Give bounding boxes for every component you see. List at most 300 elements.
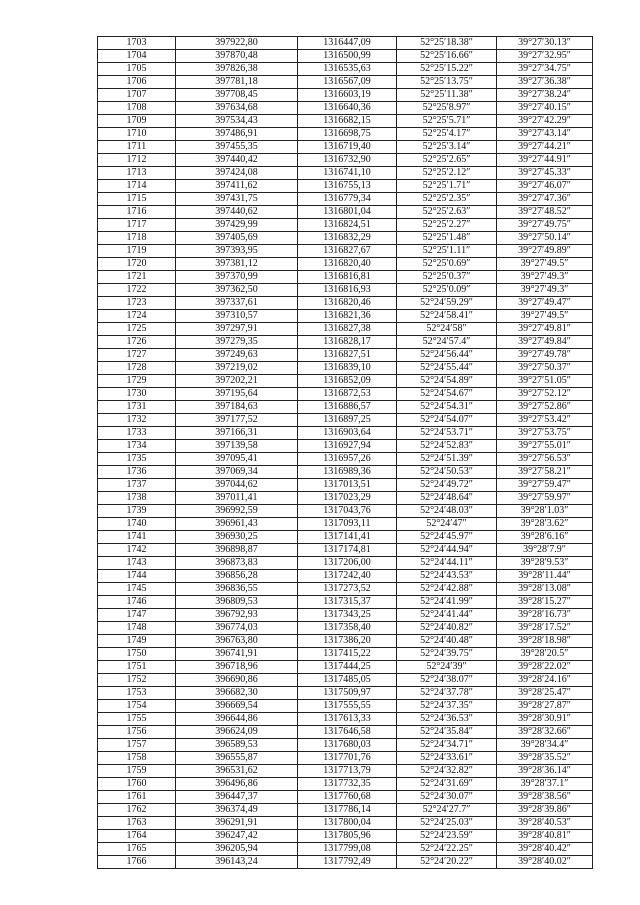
x-coordinate-cell: 397708,45: [176, 89, 298, 102]
y-coordinate-cell: 1317206,00: [298, 557, 397, 570]
longitude-cell: 39°28′35.52″: [497, 752, 593, 765]
point-number-cell: 1755: [98, 713, 176, 726]
x-coordinate-cell: 396809,53: [176, 596, 298, 609]
table-row: [98, 154, 593, 167]
point-number-cell: 1749: [98, 635, 176, 648]
y-coordinate-cell: 1316500,99: [298, 50, 397, 63]
y-coordinate-cell: 1316824,51: [298, 219, 397, 232]
table-row: [98, 674, 593, 687]
y-coordinate-cell: 1317343,25: [298, 609, 397, 622]
x-coordinate-cell: 397310,57: [176, 310, 298, 323]
table-row: [98, 700, 593, 713]
x-coordinate-cell: 396669,54: [176, 700, 298, 713]
latitude-cell: 52°24′25.03″: [397, 817, 497, 830]
latitude-cell: 52°25′0.09″: [397, 284, 497, 297]
x-coordinate-cell: 396531,62: [176, 765, 298, 778]
table-row: [98, 804, 593, 817]
y-coordinate-cell: 1317792,49: [298, 856, 397, 869]
latitude-cell: 52°24′27.7″: [397, 804, 497, 817]
latitude-cell: 52°24′53.71″: [397, 427, 497, 440]
latitude-cell: 52°25′2.27″: [397, 219, 497, 232]
x-coordinate-cell: 396741,91: [176, 648, 298, 661]
y-coordinate-cell: 1316535,63: [298, 63, 397, 76]
y-coordinate-cell: 1316820,46: [298, 297, 397, 310]
latitude-cell: 52°25′11.38″: [397, 89, 497, 102]
latitude-cell: 52°24′49.72″: [397, 479, 497, 492]
latitude-cell: 52°24′44.11″: [397, 557, 497, 570]
latitude-cell: 52°24′39″: [397, 661, 497, 674]
x-coordinate-cell: 397922,80: [176, 37, 298, 50]
latitude-cell: 52°25′5.71″: [397, 115, 497, 128]
table-row: [98, 50, 593, 63]
latitude-cell: 52°24′42.88″: [397, 583, 497, 596]
x-coordinate-cell: 396774,03: [176, 622, 298, 635]
point-number-cell: 1703: [98, 37, 176, 50]
longitude-cell: 39°27′53.42″: [497, 414, 593, 427]
y-coordinate-cell: 1316839,10: [298, 362, 397, 375]
longitude-cell: 39°27′44.21″: [497, 141, 593, 154]
y-coordinate-cell: 1316732,90: [298, 154, 397, 167]
longitude-cell: 39°28′18.98″: [497, 635, 593, 648]
table-row: [98, 297, 593, 310]
longitude-cell: 39°28′22.02″: [497, 661, 593, 674]
table-row: [98, 245, 593, 258]
latitude-cell: 52°24′52.83″: [397, 440, 497, 453]
table-row: [98, 323, 593, 336]
point-number-cell: 1761: [98, 791, 176, 804]
y-coordinate-cell: 1316779,34: [298, 193, 397, 206]
table-row: [98, 765, 593, 778]
y-coordinate-cell: 1316719,40: [298, 141, 397, 154]
x-coordinate-cell: 397534,43: [176, 115, 298, 128]
point-number-cell: 1721: [98, 271, 176, 284]
latitude-cell: 52°24′51.39″: [397, 453, 497, 466]
latitude-cell: 52°24′22.25″: [397, 843, 497, 856]
table-row: [98, 713, 593, 726]
y-coordinate-cell: 1317023,29: [298, 492, 397, 505]
latitude-cell: 52°24′30.07″: [397, 791, 497, 804]
x-coordinate-cell: 397781,18: [176, 76, 298, 89]
table-row: [98, 141, 593, 154]
point-number-cell: 1751: [98, 661, 176, 674]
latitude-cell: 52°24′31.69″: [397, 778, 497, 791]
y-coordinate-cell: 1317613,33: [298, 713, 397, 726]
point-number-cell: 1713: [98, 167, 176, 180]
longitude-cell: 39°27′45.33″: [497, 167, 593, 180]
point-number-cell: 1708: [98, 102, 176, 115]
longitude-cell: 39°28′40.42″: [497, 843, 593, 856]
y-coordinate-cell: 1316801,04: [298, 206, 397, 219]
table-row: [98, 310, 593, 323]
x-coordinate-cell: 397166,31: [176, 427, 298, 440]
x-coordinate-cell: 397411,62: [176, 180, 298, 193]
point-number-cell: 1715: [98, 193, 176, 206]
latitude-cell: 52°25′2.35″: [397, 193, 497, 206]
latitude-cell: 52°25′18.38″: [397, 37, 497, 50]
y-coordinate-cell: 1317732,35: [298, 778, 397, 791]
longitude-cell: 39°27′40.15″: [497, 102, 593, 115]
y-coordinate-cell: 1317141,41: [298, 531, 397, 544]
latitude-cell: 52°25′2.65″: [397, 154, 497, 167]
point-number-cell: 1740: [98, 518, 176, 531]
latitude-cell: 52°24′54.31″: [397, 401, 497, 414]
point-number-cell: 1718: [98, 232, 176, 245]
point-number-cell: 1728: [98, 362, 176, 375]
point-number-cell: 1707: [98, 89, 176, 102]
point-number-cell: 1748: [98, 622, 176, 635]
point-number-cell: 1756: [98, 726, 176, 739]
x-coordinate-cell: 397069,34: [176, 466, 298, 479]
table-row: [98, 180, 593, 193]
latitude-cell: 52°24′58.41″: [397, 310, 497, 323]
x-coordinate-cell: 396718,96: [176, 661, 298, 674]
y-coordinate-cell: 1316827,51: [298, 349, 397, 362]
x-coordinate-cell: 396792,93: [176, 609, 298, 622]
point-number-cell: 1765: [98, 843, 176, 856]
longitude-cell: 39°28′1.03″: [497, 505, 593, 518]
table-row: [98, 219, 593, 232]
table-row: [98, 596, 593, 609]
point-number-cell: 1744: [98, 570, 176, 583]
point-number-cell: 1716: [98, 206, 176, 219]
latitude-cell: 52°24′47″: [397, 518, 497, 531]
y-coordinate-cell: 1316872,53: [298, 388, 397, 401]
x-coordinate-cell: 396496,86: [176, 778, 298, 791]
y-coordinate-cell: 1317680,03: [298, 739, 397, 752]
point-number-cell: 1734: [98, 440, 176, 453]
point-number-cell: 1763: [98, 817, 176, 830]
x-coordinate-cell: 397249,63: [176, 349, 298, 362]
table-row: [98, 518, 593, 531]
y-coordinate-cell: 1316897,25: [298, 414, 397, 427]
table-row: [98, 609, 593, 622]
x-coordinate-cell: 397044,62: [176, 479, 298, 492]
point-number-cell: 1719: [98, 245, 176, 258]
table-row: [98, 830, 593, 843]
x-coordinate-cell: 396374,49: [176, 804, 298, 817]
table-row: [98, 63, 593, 76]
x-coordinate-cell: 397826,38: [176, 63, 298, 76]
latitude-cell: 52°24′33.61″: [397, 752, 497, 765]
table-row: [98, 167, 593, 180]
longitude-cell: 39°27′49.47″: [497, 297, 593, 310]
table-row: [98, 349, 593, 362]
x-coordinate-cell: 396856,28: [176, 570, 298, 583]
coordinates-table-body: [98, 37, 593, 869]
latitude-cell: 52°24′57.4″: [397, 336, 497, 349]
y-coordinate-cell: 1316741,10: [298, 167, 397, 180]
y-coordinate-cell: 1316816,93: [298, 284, 397, 297]
x-coordinate-cell: 397634,68: [176, 102, 298, 115]
y-coordinate-cell: 1317386,20: [298, 635, 397, 648]
point-number-cell: 1705: [98, 63, 176, 76]
table-row: [98, 89, 593, 102]
longitude-cell: 39°27′34.75″: [497, 63, 593, 76]
y-coordinate-cell: 1317358,40: [298, 622, 397, 635]
x-coordinate-cell: 396247,42: [176, 830, 298, 843]
x-coordinate-cell: 397279,35: [176, 336, 298, 349]
table-row: [98, 362, 593, 375]
x-coordinate-cell: 396624,09: [176, 726, 298, 739]
table-row: [98, 622, 593, 635]
point-number-cell: 1764: [98, 830, 176, 843]
longitude-cell: 39°27′36.38″: [497, 76, 593, 89]
y-coordinate-cell: 1317800,04: [298, 817, 397, 830]
latitude-cell: 52°24′38.07″: [397, 674, 497, 687]
table-row: [98, 206, 593, 219]
x-coordinate-cell: 396205,94: [176, 843, 298, 856]
table-row: [98, 427, 593, 440]
longitude-cell: 39°27′43.14″: [497, 128, 593, 141]
point-number-cell: 1736: [98, 466, 176, 479]
y-coordinate-cell: 1317646,58: [298, 726, 397, 739]
longitude-cell: 39°27′50.37″: [497, 362, 593, 375]
y-coordinate-cell: 1316852,09: [298, 375, 397, 388]
point-number-cell: 1753: [98, 687, 176, 700]
longitude-cell: 39°27′49.81″: [497, 323, 593, 336]
y-coordinate-cell: 1317273,52: [298, 583, 397, 596]
latitude-cell: 52°24′56.44″: [397, 349, 497, 362]
longitude-cell: 39°27′52.12″: [497, 388, 593, 401]
table-row: [98, 284, 593, 297]
longitude-cell: 39°28′37.1″: [497, 778, 593, 791]
longitude-cell: 39°28′20.5″: [497, 648, 593, 661]
y-coordinate-cell: 1317760,68: [298, 791, 397, 804]
table-row: [98, 440, 593, 453]
x-coordinate-cell: 396447,37: [176, 791, 298, 804]
longitude-cell: 39°27′49.5″: [497, 258, 593, 271]
table-row: [98, 544, 593, 557]
latitude-cell: 52°24′32.82″: [397, 765, 497, 778]
table-row: [98, 258, 593, 271]
longitude-cell: 39°27′49.84″: [497, 336, 593, 349]
y-coordinate-cell: 1316698,75: [298, 128, 397, 141]
point-number-cell: 1726: [98, 336, 176, 349]
point-number-cell: 1727: [98, 349, 176, 362]
longitude-cell: 39°28′17.52″: [497, 622, 593, 635]
table-row: [98, 505, 593, 518]
y-coordinate-cell: 1316603,19: [298, 89, 397, 102]
x-coordinate-cell: 396143,24: [176, 856, 298, 869]
latitude-cell: 52°24′45.97″: [397, 531, 497, 544]
y-coordinate-cell: 1316567,09: [298, 76, 397, 89]
x-coordinate-cell: 397297,91: [176, 323, 298, 336]
y-coordinate-cell: 1317555,55: [298, 700, 397, 713]
y-coordinate-cell: 1317013,51: [298, 479, 397, 492]
latitude-cell: 52°24′37.35″: [397, 700, 497, 713]
table-row: [98, 37, 593, 50]
y-coordinate-cell: 1317093,11: [298, 518, 397, 531]
point-number-cell: 1720: [98, 258, 176, 271]
x-coordinate-cell: 397011,41: [176, 492, 298, 505]
longitude-cell: 39°27′49.3″: [497, 271, 593, 284]
point-number-cell: 1759: [98, 765, 176, 778]
longitude-cell: 39°27′56.53″: [497, 453, 593, 466]
longitude-cell: 39°27′48.52″: [497, 206, 593, 219]
point-number-cell: 1743: [98, 557, 176, 570]
latitude-cell: 52°25′1.11″: [397, 245, 497, 258]
point-number-cell: 1742: [98, 544, 176, 557]
x-coordinate-cell: 396873,83: [176, 557, 298, 570]
point-number-cell: 1752: [98, 674, 176, 687]
point-number-cell: 1739: [98, 505, 176, 518]
longitude-cell: 39°28′13.08″: [497, 583, 593, 596]
y-coordinate-cell: 1316755,13: [298, 180, 397, 193]
y-coordinate-cell: 1316903,64: [298, 427, 397, 440]
latitude-cell: 52°25′0.37″: [397, 271, 497, 284]
longitude-cell: 39°28′25.47″: [497, 687, 593, 700]
x-coordinate-cell: 396690,86: [176, 674, 298, 687]
latitude-cell: 52°24′39.75″: [397, 648, 497, 661]
table-row: [98, 271, 593, 284]
point-number-cell: 1731: [98, 401, 176, 414]
latitude-cell: 52°24′34.71″: [397, 739, 497, 752]
x-coordinate-cell: 397362,50: [176, 284, 298, 297]
point-number-cell: 1737: [98, 479, 176, 492]
x-coordinate-cell: 397381,12: [176, 258, 298, 271]
y-coordinate-cell: 1316447,09: [298, 37, 397, 50]
latitude-cell: 52°24′55.44″: [397, 362, 497, 375]
longitude-cell: 39°28′40.02″: [497, 856, 593, 869]
x-coordinate-cell: 397219,02: [176, 362, 298, 375]
table-row: [98, 375, 593, 388]
point-number-cell: 1704: [98, 50, 176, 63]
longitude-cell: 39°28′36.14″: [497, 765, 593, 778]
x-coordinate-cell: 397177,52: [176, 414, 298, 427]
y-coordinate-cell: 1317786,14: [298, 804, 397, 817]
longitude-cell: 39°28′24.16″: [497, 674, 593, 687]
y-coordinate-cell: 1317799,08: [298, 843, 397, 856]
latitude-cell: 52°24′54.67″: [397, 388, 497, 401]
latitude-cell: 52°25′1.48″: [397, 232, 497, 245]
latitude-cell: 52°25′1.71″: [397, 180, 497, 193]
longitude-cell: 39°27′49.3″: [497, 284, 593, 297]
latitude-cell: 52°24′41.44″: [397, 609, 497, 622]
longitude-cell: 39°27′53.75″: [497, 427, 593, 440]
longitude-cell: 39°27′59.47″: [497, 479, 593, 492]
table-row: [98, 739, 593, 752]
y-coordinate-cell: 1317174,81: [298, 544, 397, 557]
y-coordinate-cell: 1317444,25: [298, 661, 397, 674]
latitude-cell: 52°24′43.53″: [397, 570, 497, 583]
coordinates-table: [97, 36, 593, 869]
latitude-cell: 52°24′59.29″: [397, 297, 497, 310]
longitude-cell: 39°28′34.4″: [497, 739, 593, 752]
x-coordinate-cell: 397195,64: [176, 388, 298, 401]
latitude-cell: 52°24′48.03″: [397, 505, 497, 518]
point-number-cell: 1757: [98, 739, 176, 752]
y-coordinate-cell: 1316640,36: [298, 102, 397, 115]
latitude-cell: 52°24′50.53″: [397, 466, 497, 479]
longitude-cell: 39°27′50.14″: [497, 232, 593, 245]
longitude-cell: 39°28′9.53″: [497, 557, 593, 570]
longitude-cell: 39°27′59.97″: [497, 492, 593, 505]
table-row: [98, 583, 593, 596]
x-coordinate-cell: 396961,43: [176, 518, 298, 531]
x-coordinate-cell: 397370,99: [176, 271, 298, 284]
point-number-cell: 1745: [98, 583, 176, 596]
table-row: [98, 193, 593, 206]
table-row: [98, 843, 593, 856]
longitude-cell: 39°28′11.44″: [497, 570, 593, 583]
table-row: [98, 726, 593, 739]
table-row: [98, 466, 593, 479]
y-coordinate-cell: 1316827,38: [298, 323, 397, 336]
latitude-cell: 52°24′37.78″: [397, 687, 497, 700]
longitude-cell: 39°27′49.89″: [497, 245, 593, 258]
latitude-cell: 52°24′54.89″: [397, 375, 497, 388]
table-row: [98, 128, 593, 141]
point-number-cell: 1758: [98, 752, 176, 765]
latitude-cell: 52°25′13.75″: [397, 76, 497, 89]
longitude-cell: 39°27′51.05″: [497, 375, 593, 388]
y-coordinate-cell: 1317713,79: [298, 765, 397, 778]
table-row: [98, 687, 593, 700]
x-coordinate-cell: 396291,91: [176, 817, 298, 830]
longitude-cell: 39°27′52.86″: [497, 401, 593, 414]
latitude-cell: 52°25′15.22″: [397, 63, 497, 76]
x-coordinate-cell: 397405,69: [176, 232, 298, 245]
point-number-cell: 1710: [98, 128, 176, 141]
point-number-cell: 1738: [98, 492, 176, 505]
y-coordinate-cell: 1316827,67: [298, 245, 397, 258]
latitude-cell: 52°25′2.63″: [397, 206, 497, 219]
point-number-cell: 1746: [98, 596, 176, 609]
latitude-cell: 52°25′2.12″: [397, 167, 497, 180]
point-number-cell: 1722: [98, 284, 176, 297]
longitude-cell: 39°28′7.9″: [497, 544, 593, 557]
point-number-cell: 1724: [98, 310, 176, 323]
longitude-cell: 39°27′49.5″: [497, 310, 593, 323]
latitude-cell: 52°25′0.69″: [397, 258, 497, 271]
table-row: [98, 479, 593, 492]
latitude-cell: 52°24′48.64″: [397, 492, 497, 505]
point-number-cell: 1706: [98, 76, 176, 89]
table-row: [98, 388, 593, 401]
y-coordinate-cell: 1316828,17: [298, 336, 397, 349]
y-coordinate-cell: 1316927,94: [298, 440, 397, 453]
y-coordinate-cell: 1317315,37: [298, 596, 397, 609]
table-row: [98, 115, 593, 128]
table-row: [98, 414, 593, 427]
point-number-cell: 1714: [98, 180, 176, 193]
y-coordinate-cell: 1317485,05: [298, 674, 397, 687]
y-coordinate-cell: 1316816,81: [298, 271, 397, 284]
y-coordinate-cell: 1316821,36: [298, 310, 397, 323]
x-coordinate-cell: 396930,25: [176, 531, 298, 544]
x-coordinate-cell: 396992,59: [176, 505, 298, 518]
latitude-cell: 52°24′23.59″: [397, 830, 497, 843]
x-coordinate-cell: 396644,86: [176, 713, 298, 726]
x-coordinate-cell: 396589,53: [176, 739, 298, 752]
x-coordinate-cell: 397095,41: [176, 453, 298, 466]
longitude-cell: 39°27′46.07″: [497, 180, 593, 193]
latitude-cell: 52°24′20.22″: [397, 856, 497, 869]
x-coordinate-cell: 397424,08: [176, 167, 298, 180]
y-coordinate-cell: 1317242,40: [298, 570, 397, 583]
latitude-cell: 52°24′36.53″: [397, 713, 497, 726]
y-coordinate-cell: 1316682,15: [298, 115, 397, 128]
x-coordinate-cell: 396763,80: [176, 635, 298, 648]
table-row: [98, 492, 593, 505]
point-number-cell: 1717: [98, 219, 176, 232]
point-number-cell: 1762: [98, 804, 176, 817]
longitude-cell: 39°27′38.24″: [497, 89, 593, 102]
point-number-cell: 1709: [98, 115, 176, 128]
longitude-cell: 39°27′47.36″: [497, 193, 593, 206]
x-coordinate-cell: 397393,95: [176, 245, 298, 258]
y-coordinate-cell: 1317701,76: [298, 752, 397, 765]
